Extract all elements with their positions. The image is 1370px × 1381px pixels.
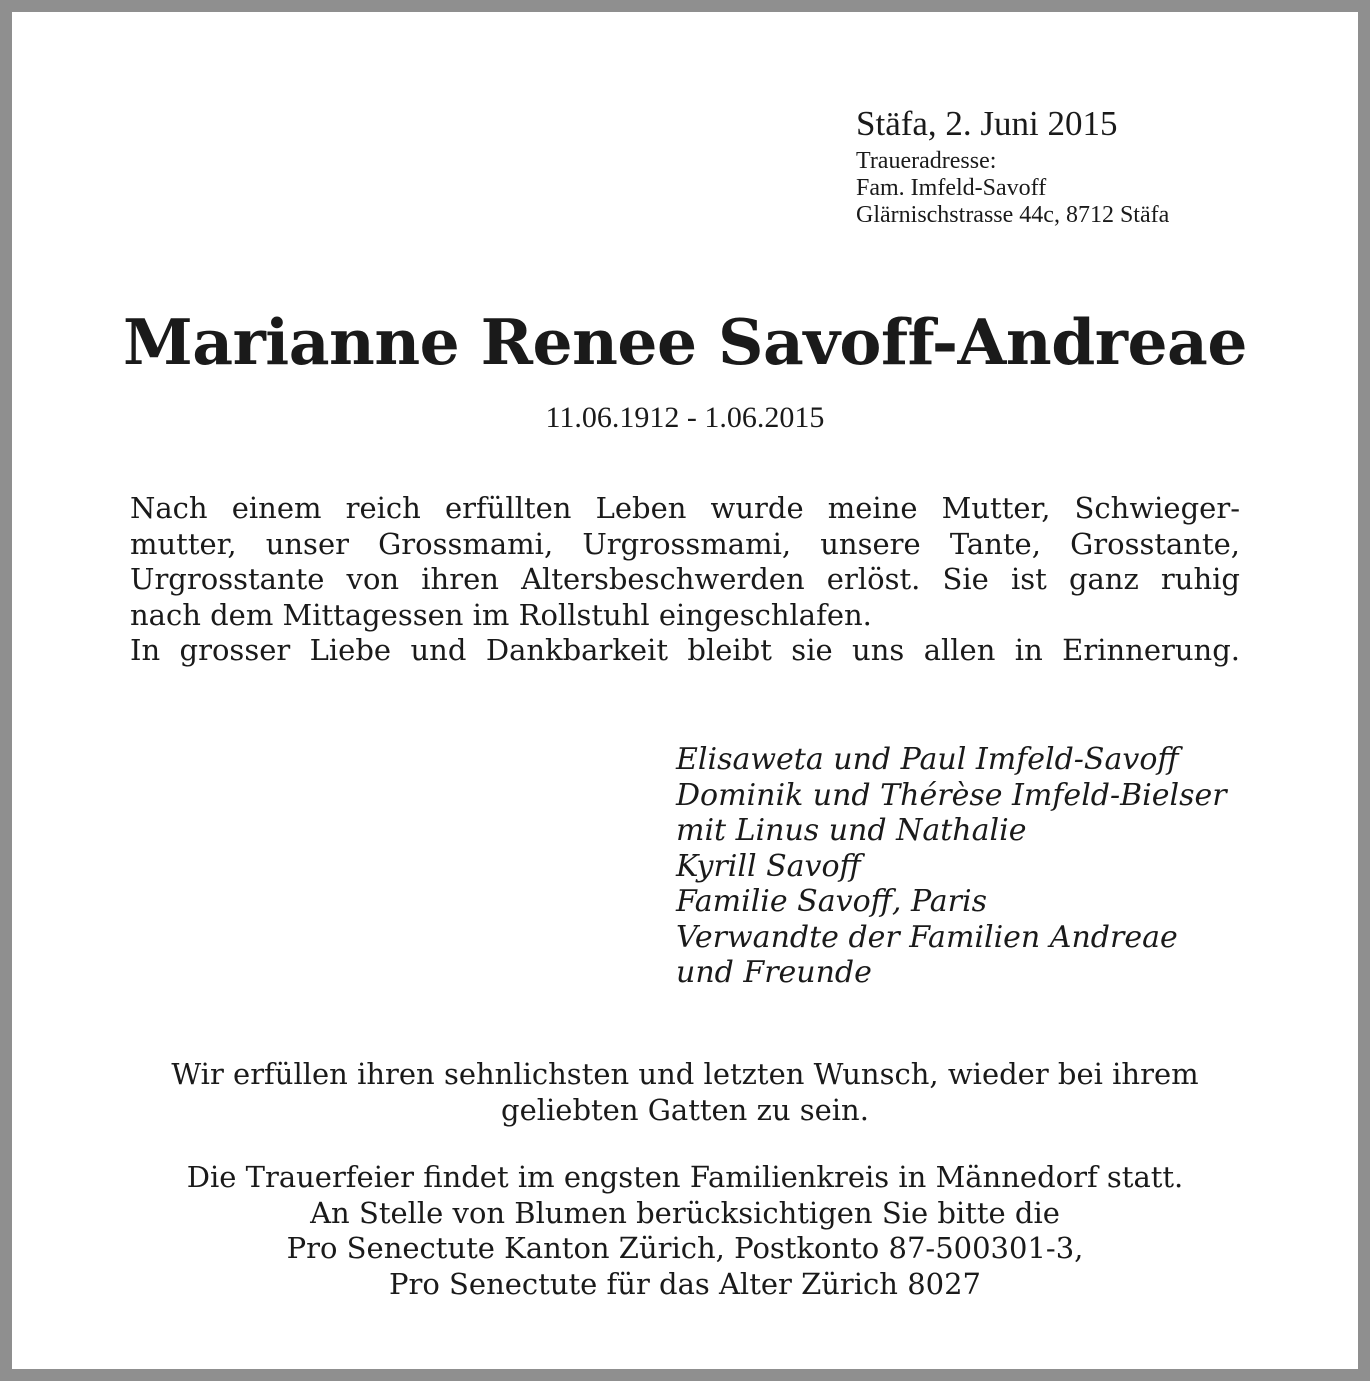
ceremony-line: Pro Senectute Kanton Zürich, Postkonto 87-500301-3,	[286, 1231, 1084, 1265]
message-line: Urgrosstante von ihren Altersbeschwerden erlöst. Sie ist ganz ruhig	[130, 562, 1240, 596]
wish-line: geliebten Gatten zu sein.	[501, 1092, 869, 1127]
wish-paragraph	[12, 1057, 1358, 1128]
mourner-entry: Verwandte der Familien Andreae	[676, 919, 1178, 955]
message-line: mutter, unser Grossmami, Urgrossmami, unsere Tante, Grosstante,	[130, 526, 1240, 561]
ceremony-paragraph	[12, 1160, 1358, 1302]
ceremony-line: Pro Senectute für das Alter Zürich 8027	[389, 1266, 981, 1301]
address-label: Traueradresse:	[856, 148, 997, 174]
mourner-entry: Dominik und Thérèse Imfeld-Bielser	[676, 777, 1227, 813]
place-date: Stäfa, 2. Juni 2015	[856, 104, 1118, 143]
obituary-notice	[12, 12, 1358, 1369]
message-line: Nach einem reich erfüllten Leben wurde meine Mutter, Schwieger-	[130, 491, 1240, 525]
address-family: Fam. Imfeld-Savoff	[856, 175, 1047, 201]
life-dates: 11.06.1912 - 1.06.2015	[545, 401, 825, 434]
ceremony-line: An Stelle von Blumen berücksichtigen Sie bitte die	[310, 1195, 1060, 1230]
deceased-name: Marianne Renee Savoff-Andreae	[123, 305, 1247, 379]
mourner-entry: Kyrill Savoff	[676, 848, 861, 884]
mourner-entry: mit Linus und Nathalie	[676, 813, 1027, 848]
mourner-entry: und Freunde	[676, 955, 872, 990]
ceremony-line: Die Trauerfeier findet im engsten Familienkreis in Männedorf statt.	[186, 1160, 1184, 1194]
message-paragraph	[130, 491, 1240, 669]
header-block	[856, 104, 1316, 229]
message-line: nach dem Mittagessen im Rollstuhl eingeschlafen.	[130, 597, 872, 632]
wish-line: Wir erfüllen ihren sehnlichsten und letzten Wunsch, wieder bei ihrem	[171, 1057, 1199, 1091]
mourners-list	[676, 742, 1276, 991]
address-street: Glärnischstrasse 44c, 8712 Stäfa	[856, 202, 1170, 228]
message-line: In grosser Liebe und Dankbarkeit bleibt sie uns allen in Erinnerung.	[130, 633, 1240, 667]
mourner-entry: Elisaweta und Paul Imfeld-Savoff	[676, 742, 1179, 777]
mourner-entry: Familie Savoff, Paris	[676, 884, 988, 919]
